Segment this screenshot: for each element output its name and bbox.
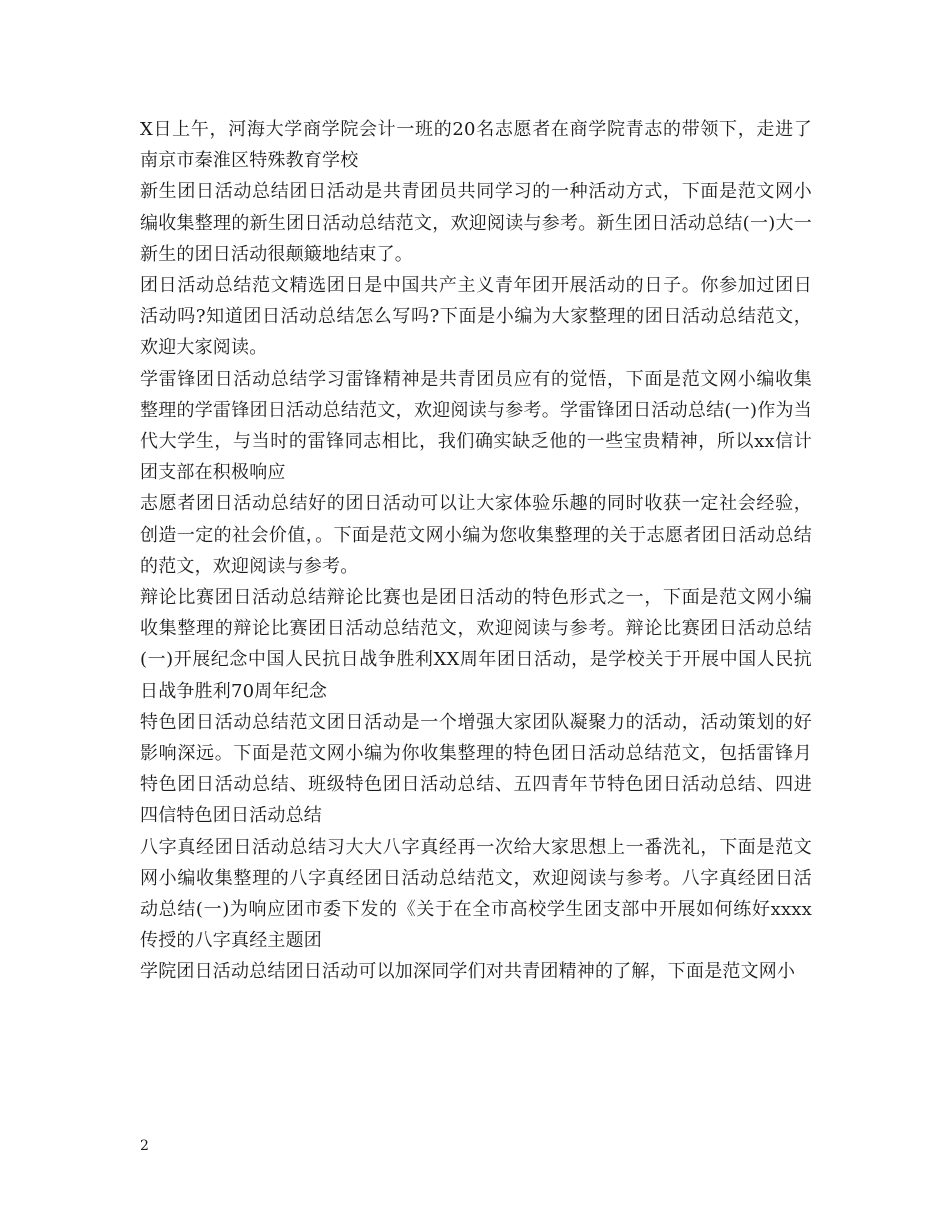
paragraph-special-summary: 特色团日活动总结范文团日活动是一个增强大家团队凝聚力的活动，活动策划的好影响深远。下面是范文网小编为你收集整理的特色团日活动总结范文，包括雷锋月特色团日活动总结、班级特色团日活动总结、五四青年节特色团日活动总结、四进四信特色团日活动总结 [140,711,812,827]
paragraph-debate-summary: 辩论比赛团日活动总结辩论比赛也是团日活动的特色形式之一，下面是范文网小编收集整理的辩论比赛团日活动总结范文，欢迎阅读与参考。辩论比赛团日活动总结(一)开展纪念中国人民抗日战争胜利XX周年团日活动，是学校关于开展中国人民抗日战争胜利70周年纪念 [140,587,812,702]
page-number: 2 [140,1138,149,1154]
paragraph-eight-words-summary: 八字真经团日活动总结习大大八字真经再一次给大家思想上一番洗礼，下面是范文网小编收集整理的八字真经团日活动总结范文，欢迎阅读与参考。八字真经团日活动总结(一)为响应团市委下发的《关于在全市高校学生团支部中开展如何练好xxxx传授的八字真经主题团 [140,836,812,952]
paragraph-lei-feng-summary: 学雷锋团日活动总结学习雷锋精神是共青团员应有的觉悟，下面是范文网小编收集整理的学雷锋团日活动总结范文，欢迎阅读与参考。学雷锋团日活动总结(一)作为当代大学生，与当时的雷锋同志相比，我们确实缺乏他的一些宝贵精神，所以xx信计团支部在积极响应 [140,368,812,484]
paragraph-volunteer-visit: X日上午，河海大学商学院会计一班的20名志愿者在商学院青志的带领下，走进了南京市秦淮区特殊教育学校 [140,119,812,172]
paragraph-summary-selection: 团日活动总结范文精选团日是中国共产主义青年团开展活动的日子。你参加过团日活动吗?知道团日活动总结怎么写吗?下面是小编为大家整理的团日活动总结范文，欢迎大家阅读。 [140,275,812,359]
paragraph-volunteer-summary: 志愿者团日活动总结好的团日活动可以让大家体验乐趣的同时收获一定社会经验，创造一定的社会价值，。下面是范文网小编为您收集整理的关于志愿者团日活动总结的范文，欢迎阅读与参考。 [140,493,812,577]
document-body [140,114,812,988]
paragraph-college-summary: 学院团日活动总结团日活动可以加深同学们对共青团精神的了解，下面是范文网小 [140,961,796,983]
paragraph-freshman-summary: 新生团日活动总结团日活动是共青团员共同学习的一种活动方式，下面是范文网小编收集整理的新生团日活动总结范文，欢迎阅读与参考。新生团日活动总结(一)大一新生的团日活动很颠簸地结束了。 [140,181,812,265]
